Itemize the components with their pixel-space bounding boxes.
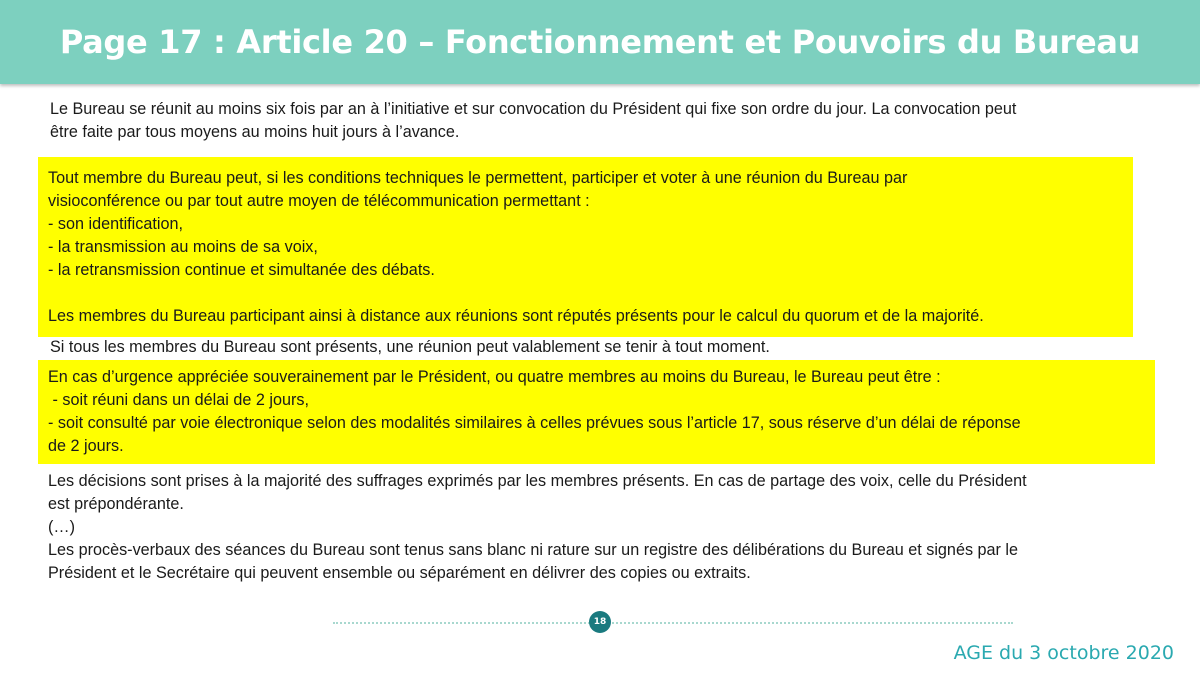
- text-line: Les procès-verbaux des séances du Bureau sont tenus sans blanc ni rature sur un registre des délibérations du Bureau et signés par le: [48, 541, 1019, 559]
- list-item: - soit réuni dans un délai de 2 jours,: [48, 391, 309, 409]
- text-line: Le Bureau se réunit au moins six fois par an à l’initiative et sur convocation du Président qui fixe son ordre du jour. La convocation peut: [50, 100, 1017, 118]
- text-line: visioconférence ou par tout autre moyen de télécommunication permettant :: [48, 192, 590, 210]
- highlight-block-urgency: [38, 360, 1155, 464]
- page-number-badge: 18: [589, 611, 611, 633]
- text-line: de 2 jours.: [48, 437, 124, 455]
- text-line: Tout membre du Bureau peut, si les conditions techniques le permettent, participer et voter à une réunion du Bureau par: [48, 169, 908, 187]
- ellipsis-line: (…): [48, 518, 75, 536]
- text-line: En cas d’urgence appréciée souverainement par le Président, ou quatre membres au moins du Bureau, le Bureau peut être :: [48, 368, 941, 386]
- text-line: être faite par tous moyens au moins huit jours à l’avance.: [50, 123, 460, 141]
- paragraph-decisions: [48, 470, 1140, 585]
- highlight-block-remote-participation: [38, 157, 1133, 337]
- list-item: - son identification,: [48, 215, 183, 233]
- text-line: Président et le Secrétaire qui peuvent ensemble ou séparément en délivrer des copies ou extraits.: [48, 564, 751, 582]
- list-item: - soit consulté par voie électronique selon des modalités similaires à celles prévues sous l’article 17, sous réserve d’un délai de réponse: [48, 414, 1021, 432]
- footer-dotted-divider: [333, 622, 1013, 624]
- list-item: - la retransmission continue et simultanée des débats.: [48, 261, 435, 279]
- footer-event-label: AGE du 3 octobre 2020: [953, 642, 1174, 664]
- paragraph-bureau-meetings: [50, 98, 1142, 144]
- slide-header: [0, 0, 1200, 84]
- text-line: Si tous les membres du Bureau sont présents, une réunion peut valablement se tenir à tout moment.: [50, 338, 770, 356]
- slide-title: Page 17 : Article 20 – Fonctionnement et Pouvoirs du Bureau: [59, 23, 1141, 61]
- paragraph-all-present: [50, 336, 1142, 359]
- text-line: est prépondérante.: [48, 495, 184, 513]
- text-line: Les décisions sont prises à la majorité des suffrages exprimés par les membres présents. En cas de partage des voix, celle du Président: [48, 472, 1027, 490]
- list-item: - la transmission au moins de sa voix,: [48, 238, 318, 256]
- text-line: Les membres du Bureau participant ainsi à distance aux réunions sont réputés présents pour le calcul du quorum et de la majorité.: [48, 307, 984, 325]
